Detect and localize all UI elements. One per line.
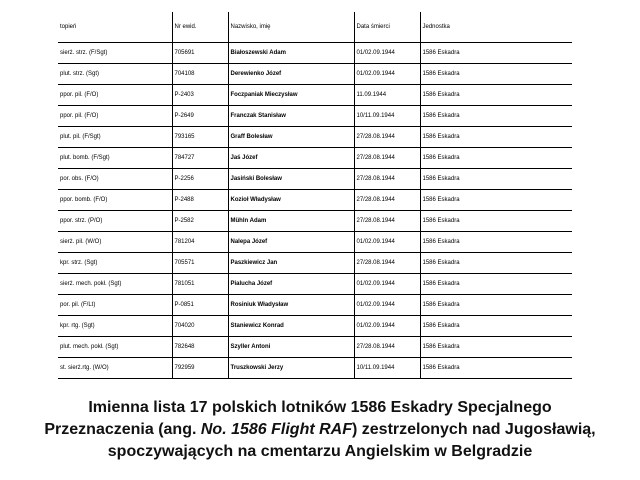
caption-line-2-start: Przeznaczenia (ang. [44,421,201,438]
roster-sheet [58,12,572,379]
cell-date: 27/28.08.1944 [354,190,420,211]
cell-name: Paszkiewicz Jan [228,253,354,274]
header-unit: Jednostka [420,12,572,43]
cell-number: 705571 [172,253,228,274]
cell-date: 01/02.09.1944 [354,316,420,337]
cell-date: 01/02.09.1944 [354,64,420,85]
cell-rank: sierż. pil. (W/O) [58,232,172,253]
caption [0,397,640,463]
cell-name: Mühln Adam [228,211,354,232]
cell-number: 792959 [172,358,228,379]
cell-rank: ppor. pil. (F/O) [58,106,172,127]
cell-number: P-2649 [172,106,228,127]
table-row [58,295,572,316]
cell-date: 11.09.1944 [354,85,420,106]
header-rank: topień [58,12,172,43]
cell-name: Pialucha Józef [228,274,354,295]
cell-name: Jaś Józef [228,148,354,169]
cell-name: Szyller Antoni [228,337,354,358]
cell-number: P-2582 [172,211,228,232]
cell-name: Truszkowski Jerzy [228,358,354,379]
header-row [58,12,572,43]
caption-line-3: spoczywających na cmentarzu Angielskim w Belgradzie [107,443,533,460]
cell-name: Franczak Stanisław [228,106,354,127]
table-row [58,148,572,169]
table-row [58,337,572,358]
cell-number: 704108 [172,64,228,85]
cell-number: 782648 [172,337,228,358]
cell-date: 10/11.09.1944 [354,106,420,127]
cell-unit: 1586 Eskadra [420,148,572,169]
cell-name: Foczpaniak Mieczysław [228,85,354,106]
caption-line-1: Imienna lista 17 polskich lotników 1586 Eskadry Specjalnego [88,399,552,416]
cell-unit: 1586 Eskadra [420,43,572,64]
cell-rank: plut. strz. (Sgt) [58,64,172,85]
header-name: Nazwisko, imię [228,12,354,43]
cell-unit: 1586 Eskadra [420,337,572,358]
cell-unit: 1586 Eskadra [420,106,572,127]
cell-rank: plut. pil. (F/Sgt) [58,127,172,148]
caption-line-2-end: ) zestrzelonych nad Jugosławią, [352,421,596,438]
cell-date: 27/28.08.1944 [354,211,420,232]
cell-unit: 1586 Eskadra [420,232,572,253]
header-number: Nr ewid. [172,12,228,43]
cell-date: 01/02.09.1944 [354,274,420,295]
cell-name: Derewienko Józef [228,64,354,85]
cell-date: 27/28.08.1944 [354,253,420,274]
roster-table [58,12,572,379]
table-row [58,127,572,148]
cell-date: 27/28.08.1944 [354,169,420,190]
cell-rank: por. pil. (F/Lt) [58,295,172,316]
table-row [58,232,572,253]
table-row [58,43,572,64]
cell-number: 793165 [172,127,228,148]
cell-rank: kpr. rtg. (Sgt) [58,316,172,337]
cell-name: Jasiński Bolesław [228,169,354,190]
caption-english-name: No. 1586 Flight RAF [200,421,352,438]
cell-name: Graff Bolesław [228,127,354,148]
cell-date: 01/02.09.1944 [354,232,420,253]
cell-rank: sierż. strz. (F/Sgt) [58,43,172,64]
cell-rank: ppor. strz. (P/O) [58,211,172,232]
cell-number: 781204 [172,232,228,253]
table-row [58,274,572,295]
cell-unit: 1586 Eskadra [420,253,572,274]
cell-date: 27/28.08.1944 [354,148,420,169]
cell-name: Staniewicz Konrad [228,316,354,337]
cell-name: Rosiniuk Władysław [228,295,354,316]
cell-name: Kozioł Władysław [228,190,354,211]
cell-number: P-0851 [172,295,228,316]
cell-unit: 1586 Eskadra [420,295,572,316]
cell-unit: 1586 Eskadra [420,169,572,190]
cell-name: Białoszewski Adam [228,43,354,64]
cell-number: P-2403 [172,85,228,106]
cell-date: 27/28.08.1944 [354,127,420,148]
cell-unit: 1586 Eskadra [420,127,572,148]
cell-unit: 1586 Eskadra [420,211,572,232]
cell-unit: 1586 Eskadra [420,190,572,211]
cell-date: 10/11.09.1944 [354,358,420,379]
table-row [58,316,572,337]
cell-rank: por. obs. (F/O) [58,169,172,190]
cell-date: 27/28.08.1944 [354,337,420,358]
table-row [58,253,572,274]
cell-unit: 1586 Eskadra [420,358,572,379]
cell-rank: plut. bomb. (F/Sgt) [58,148,172,169]
cell-number: 784727 [172,148,228,169]
cell-unit: 1586 Eskadra [420,316,572,337]
cell-rank: sierż. mech. pokł. (Sgt) [58,274,172,295]
roster-body [58,43,572,379]
cell-number: 781051 [172,274,228,295]
cell-unit: 1586 Eskadra [420,64,572,85]
cell-date: 01/02.09.1944 [354,295,420,316]
table-row [58,190,572,211]
cell-unit: 1586 Eskadra [420,85,572,106]
cell-unit: 1586 Eskadra [420,274,572,295]
table-row [58,64,572,85]
cell-name: Nalepa Józef [228,232,354,253]
cell-rank: ppor. pil. (F/O) [58,85,172,106]
cell-number: 705691 [172,43,228,64]
header-date: Data śmierci [354,12,420,43]
table-row [58,85,572,106]
cell-number: P-2256 [172,169,228,190]
cell-date: 01/02.09.1944 [354,43,420,64]
table-row [58,106,572,127]
cell-rank: st. sierż.rtg. (W/O) [58,358,172,379]
cell-rank: kpr. strz. (Sgt) [58,253,172,274]
cell-rank: ppor. bomb. (F/O) [58,190,172,211]
cell-number: 704020 [172,316,228,337]
cell-number: P-2488 [172,190,228,211]
table-row [58,358,572,379]
table-row [58,211,572,232]
cell-rank: plut. mech. pokł. (Sgt) [58,337,172,358]
caption-line-2 [0,419,640,441]
table-row [58,169,572,190]
